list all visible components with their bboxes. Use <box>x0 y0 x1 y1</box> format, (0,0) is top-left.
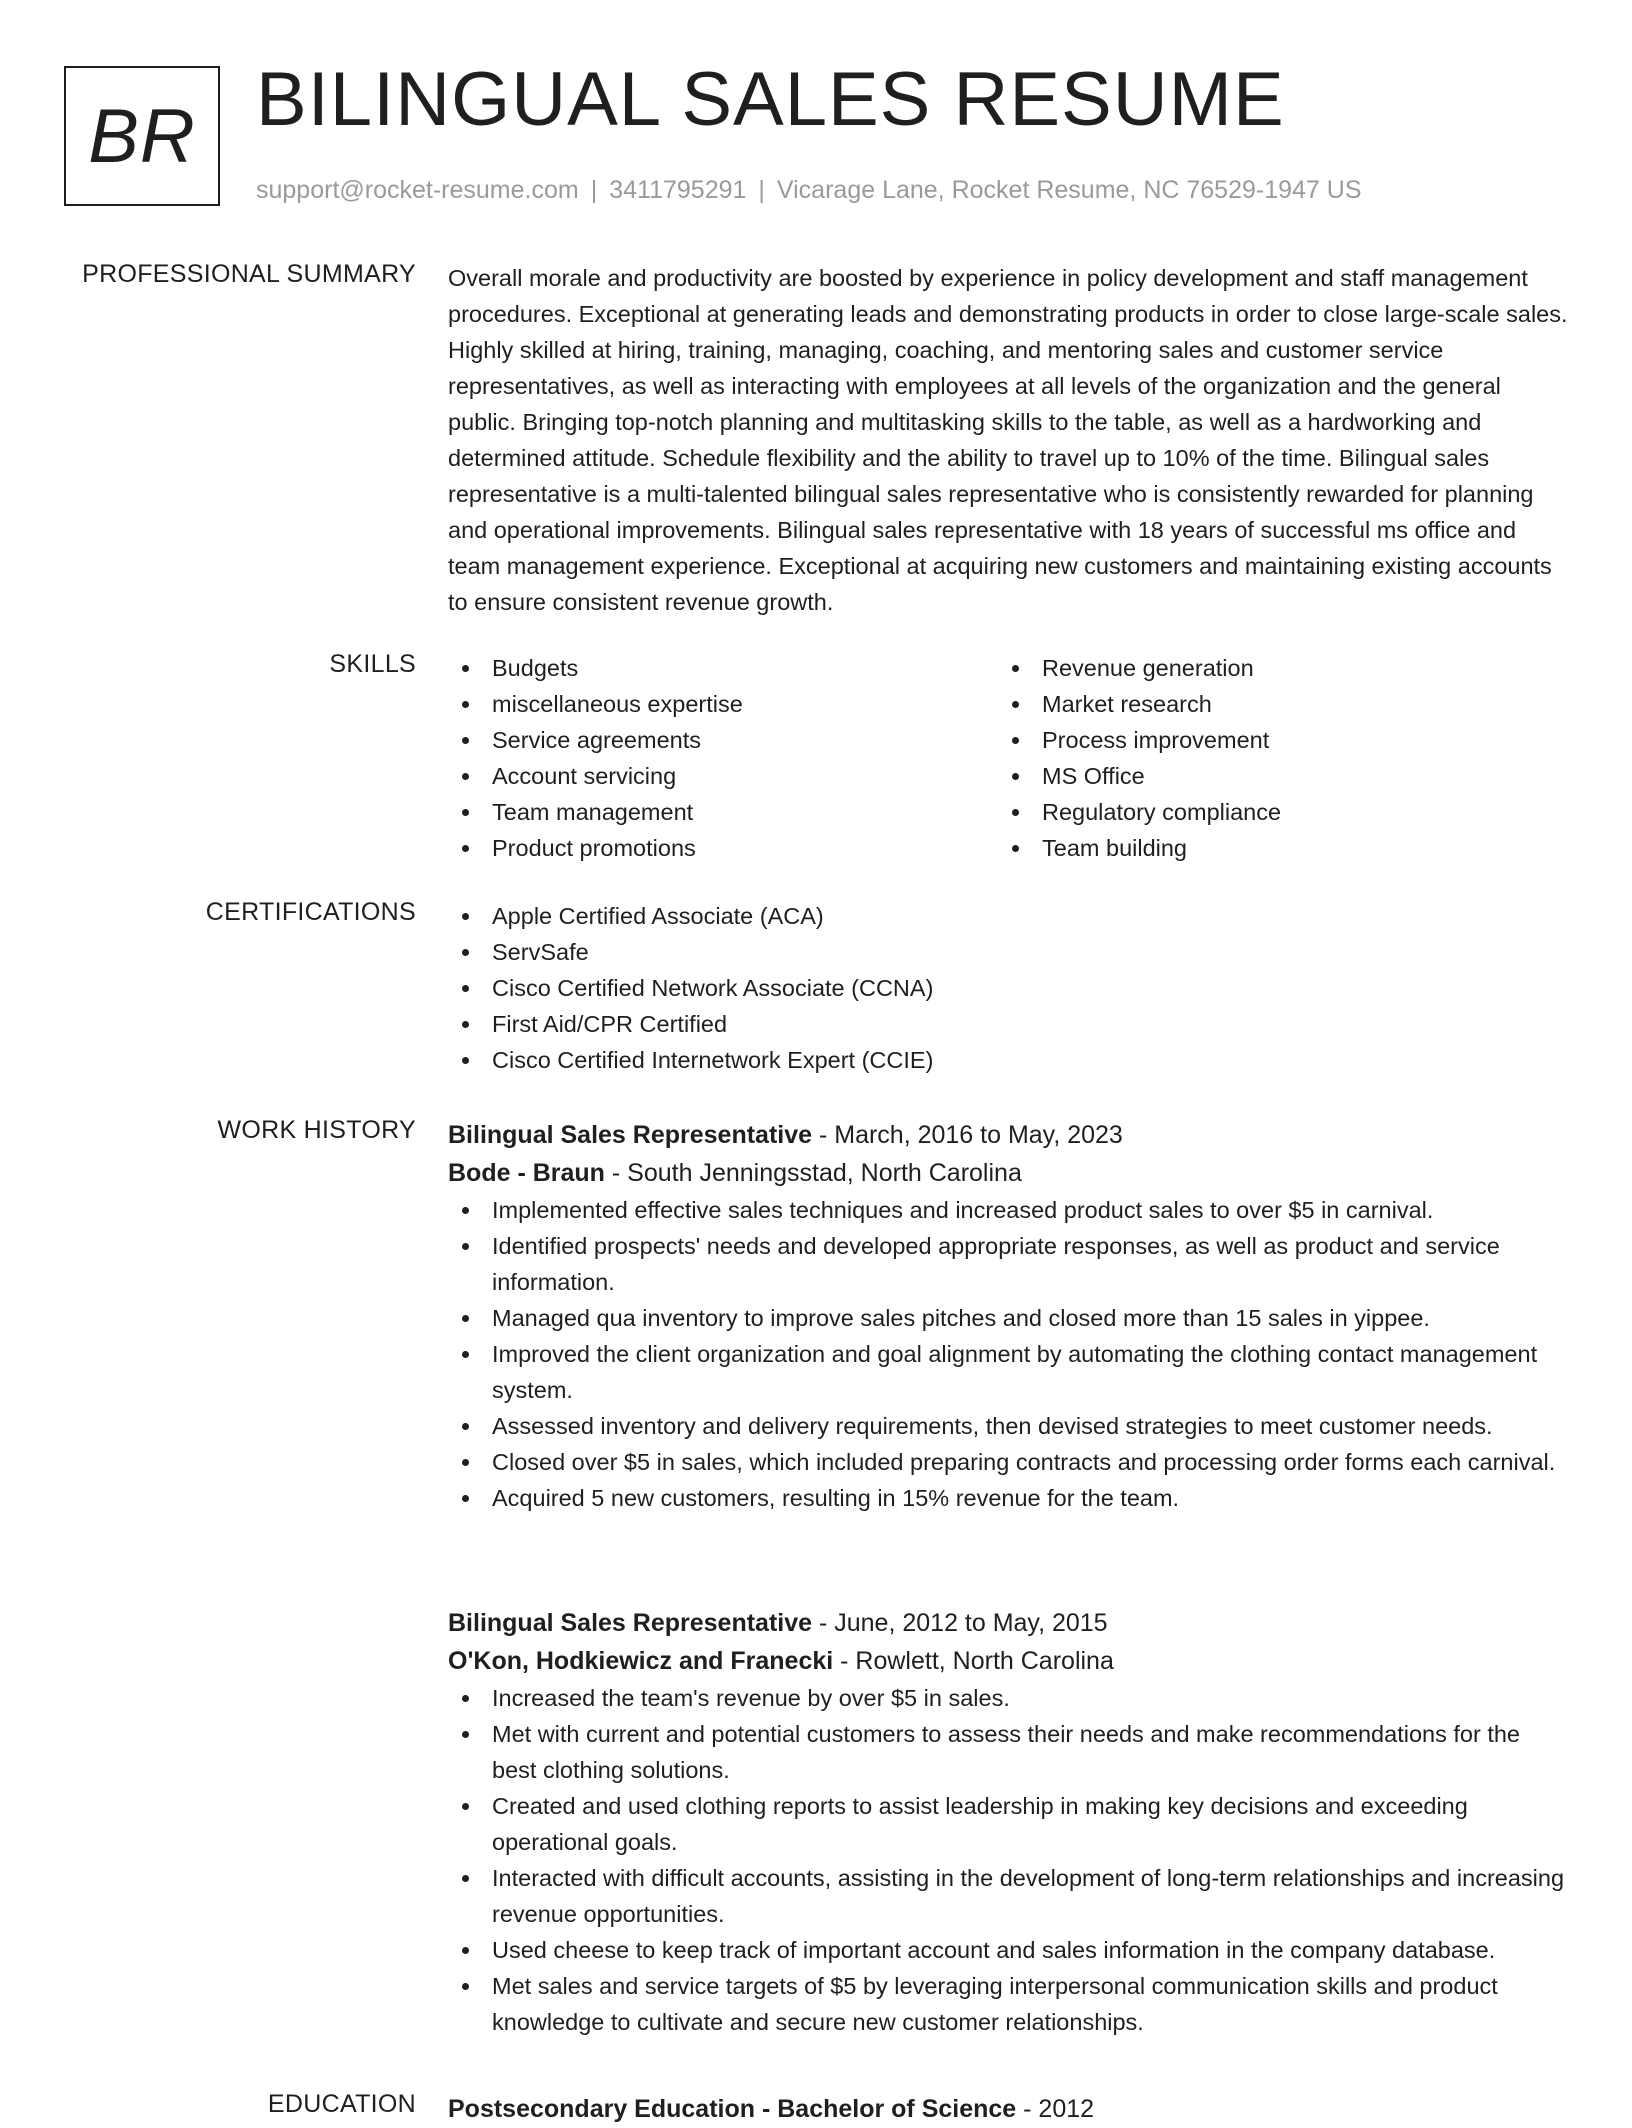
resume-title: BILINGUAL SALES RESUME <box>256 57 1285 142</box>
monogram-text: BR <box>88 93 196 179</box>
monogram-badge <box>64 66 220 206</box>
job-bullet: Met sales and service targets of $5 by leveraging interpersonal communication skills and product knowledge to cultivate and secure new customer relationships. <box>448 1968 1568 2040</box>
job-entry <box>448 1604 1568 2040</box>
job-dates: - March, 2016 to May, 2023 <box>812 1121 1123 1149</box>
certifications-body <box>448 898 1568 1078</box>
job-bullet: Interacted with difficult accounts, assisting in the development of long-term relationships and increasing revenue opportunities. <box>448 1860 1568 1932</box>
section-label-certifications: CERTIFICATIONS <box>205 898 416 926</box>
contact-address: Vicarage Lane, Rocket Resume, NC 76529-1947 US <box>776 176 1362 204</box>
section-label-work-history: WORK HISTORY <box>217 1116 416 1144</box>
job-company-line <box>448 1154 1568 1192</box>
job-location: - South Jenningsstad, North Carolina <box>604 1159 1022 1187</box>
contact-separator: | <box>590 176 598 204</box>
skill-item: Team management <box>448 794 998 830</box>
education-year: - 2012 <box>1016 2095 1095 2123</box>
skill-item: miscellaneous expertise <box>448 686 998 722</box>
job-title: Bilingual Sales Representative <box>448 1121 813 1149</box>
job-bullet: Closed over $5 in sales, which included preparing contracts and processing order forms each carnival. <box>448 1444 1568 1480</box>
contact-phone: 3411795291 <box>609 176 747 204</box>
certification-item: Apple Certified Associate (ACA) <box>448 898 1568 934</box>
job-company-line <box>448 1642 1568 1680</box>
summary-text: Overall morale and productivity are boosted by experience in policy development and staff management procedures. Exceptional at generating leads and demonstrating products in order to close large-scale sales. Highly skilled at hiring, training, managing, coaching, and mentoring sales and customer service representatives, as well as interacting with employees at all levels of the organization and the general public. Bringing top-notch planning and multitasking skills to the table, as well as a hardworking and determined attitude. Schedule flexibility and the ability to travel up to 10% of the time. Bilingual sales representative is a multi-talented bilingual sales representative who is consistently rewarded for planning and operational improvements. Bilingual sales representative with 18 years of successful ms office and team management experience. Exceptional at acquiring new customers and maintaining existing accounts to ensure consistent revenue growth. <box>448 265 1568 615</box>
contact-email: support@rocket-resume.com <box>256 176 579 204</box>
work-history-body-2 <box>448 1604 1568 2040</box>
skills-list-left <box>448 650 998 866</box>
job-bullet: Created and used clothing reports to assist leadership in making key decisions and exceeding operational goals. <box>448 1788 1568 1860</box>
skill-item: Service agreements <box>448 722 998 758</box>
skill-item: MS Office <box>998 758 1548 794</box>
skill-item: Market research <box>998 686 1548 722</box>
job-title-line <box>448 1604 1568 1642</box>
job-company: O'Kon, Hodkiewicz and Franecki <box>448 1647 834 1675</box>
education-body <box>448 2090 1568 2128</box>
job-bullet: Implemented effective sales techniques and increased product sales to over $5 in carnival. <box>448 1192 1568 1228</box>
section-label-summary: PROFESSIONAL SUMMARY <box>82 260 416 288</box>
job-title-line <box>448 1116 1568 1154</box>
job-title: Bilingual Sales Representative <box>448 1609 813 1637</box>
certification-item: First Aid/CPR Certified <box>448 1006 1568 1042</box>
job-bullet: Increased the team's revenue by over $5 in sales. <box>448 1680 1568 1716</box>
skill-item: Account servicing <box>448 758 998 794</box>
job-location: - Rowlett, North Carolina <box>833 1647 1114 1675</box>
section-label-skills: SKILLS <box>329 650 416 678</box>
contact-line <box>256 176 1362 205</box>
job-dates: - June, 2012 to May, 2015 <box>812 1609 1108 1637</box>
certification-item: ServSafe <box>448 934 1568 970</box>
job-bullet: Met with current and potential customers to assess their needs and make recommendations for the best clothing solutions. <box>448 1716 1568 1788</box>
job-bullets <box>448 1192 1568 1516</box>
section-label-education: EDUCATION <box>267 2090 416 2118</box>
education-degree: Postsecondary Education - Bachelor of Science <box>448 2095 1017 2123</box>
skills-body <box>448 650 1568 866</box>
job-bullet: Managed qua inventory to improve sales pitches and closed more than 15 sales in yippee. <box>448 1300 1568 1336</box>
job-bullet: Identified prospects' needs and developed appropriate responses, as well as product and service information. <box>448 1228 1568 1300</box>
job-company: Bode - Braun <box>448 1159 605 1187</box>
summary-body <box>448 260 1568 620</box>
job-entry <box>448 1116 1568 1516</box>
skill-item: Process improvement <box>998 722 1548 758</box>
skills-list-right <box>998 650 1548 866</box>
certification-item: Cisco Certified Network Associate (CCNA) <box>448 970 1568 1006</box>
contact-separator: | <box>758 176 765 204</box>
job-bullet: Acquired 5 new customers, resulting in 15% revenue for the team. <box>448 1480 1568 1516</box>
skill-item: Budgets <box>448 650 998 686</box>
skill-item: Team building <box>998 830 1548 866</box>
job-bullet: Assessed inventory and delivery requirements, then devised strategies to meet customer needs. <box>448 1408 1568 1444</box>
skill-item: Product promotions <box>448 830 998 866</box>
work-history-body <box>448 1116 1568 1516</box>
job-bullet: Used cheese to keep track of important account and sales information in the company database. <box>448 1932 1568 1968</box>
education-line <box>448 2090 1568 2128</box>
job-bullet: Improved the client organization and goal alignment by automating the clothing contact management system. <box>448 1336 1568 1408</box>
certifications-list <box>448 898 1568 1078</box>
job-bullets <box>448 1680 1568 2040</box>
certification-item: Cisco Certified Internetwork Expert (CCIE) <box>448 1042 1568 1078</box>
skill-item: Regulatory compliance <box>998 794 1548 830</box>
skill-item: Revenue generation <box>998 650 1548 686</box>
skills-grid <box>448 650 1568 866</box>
